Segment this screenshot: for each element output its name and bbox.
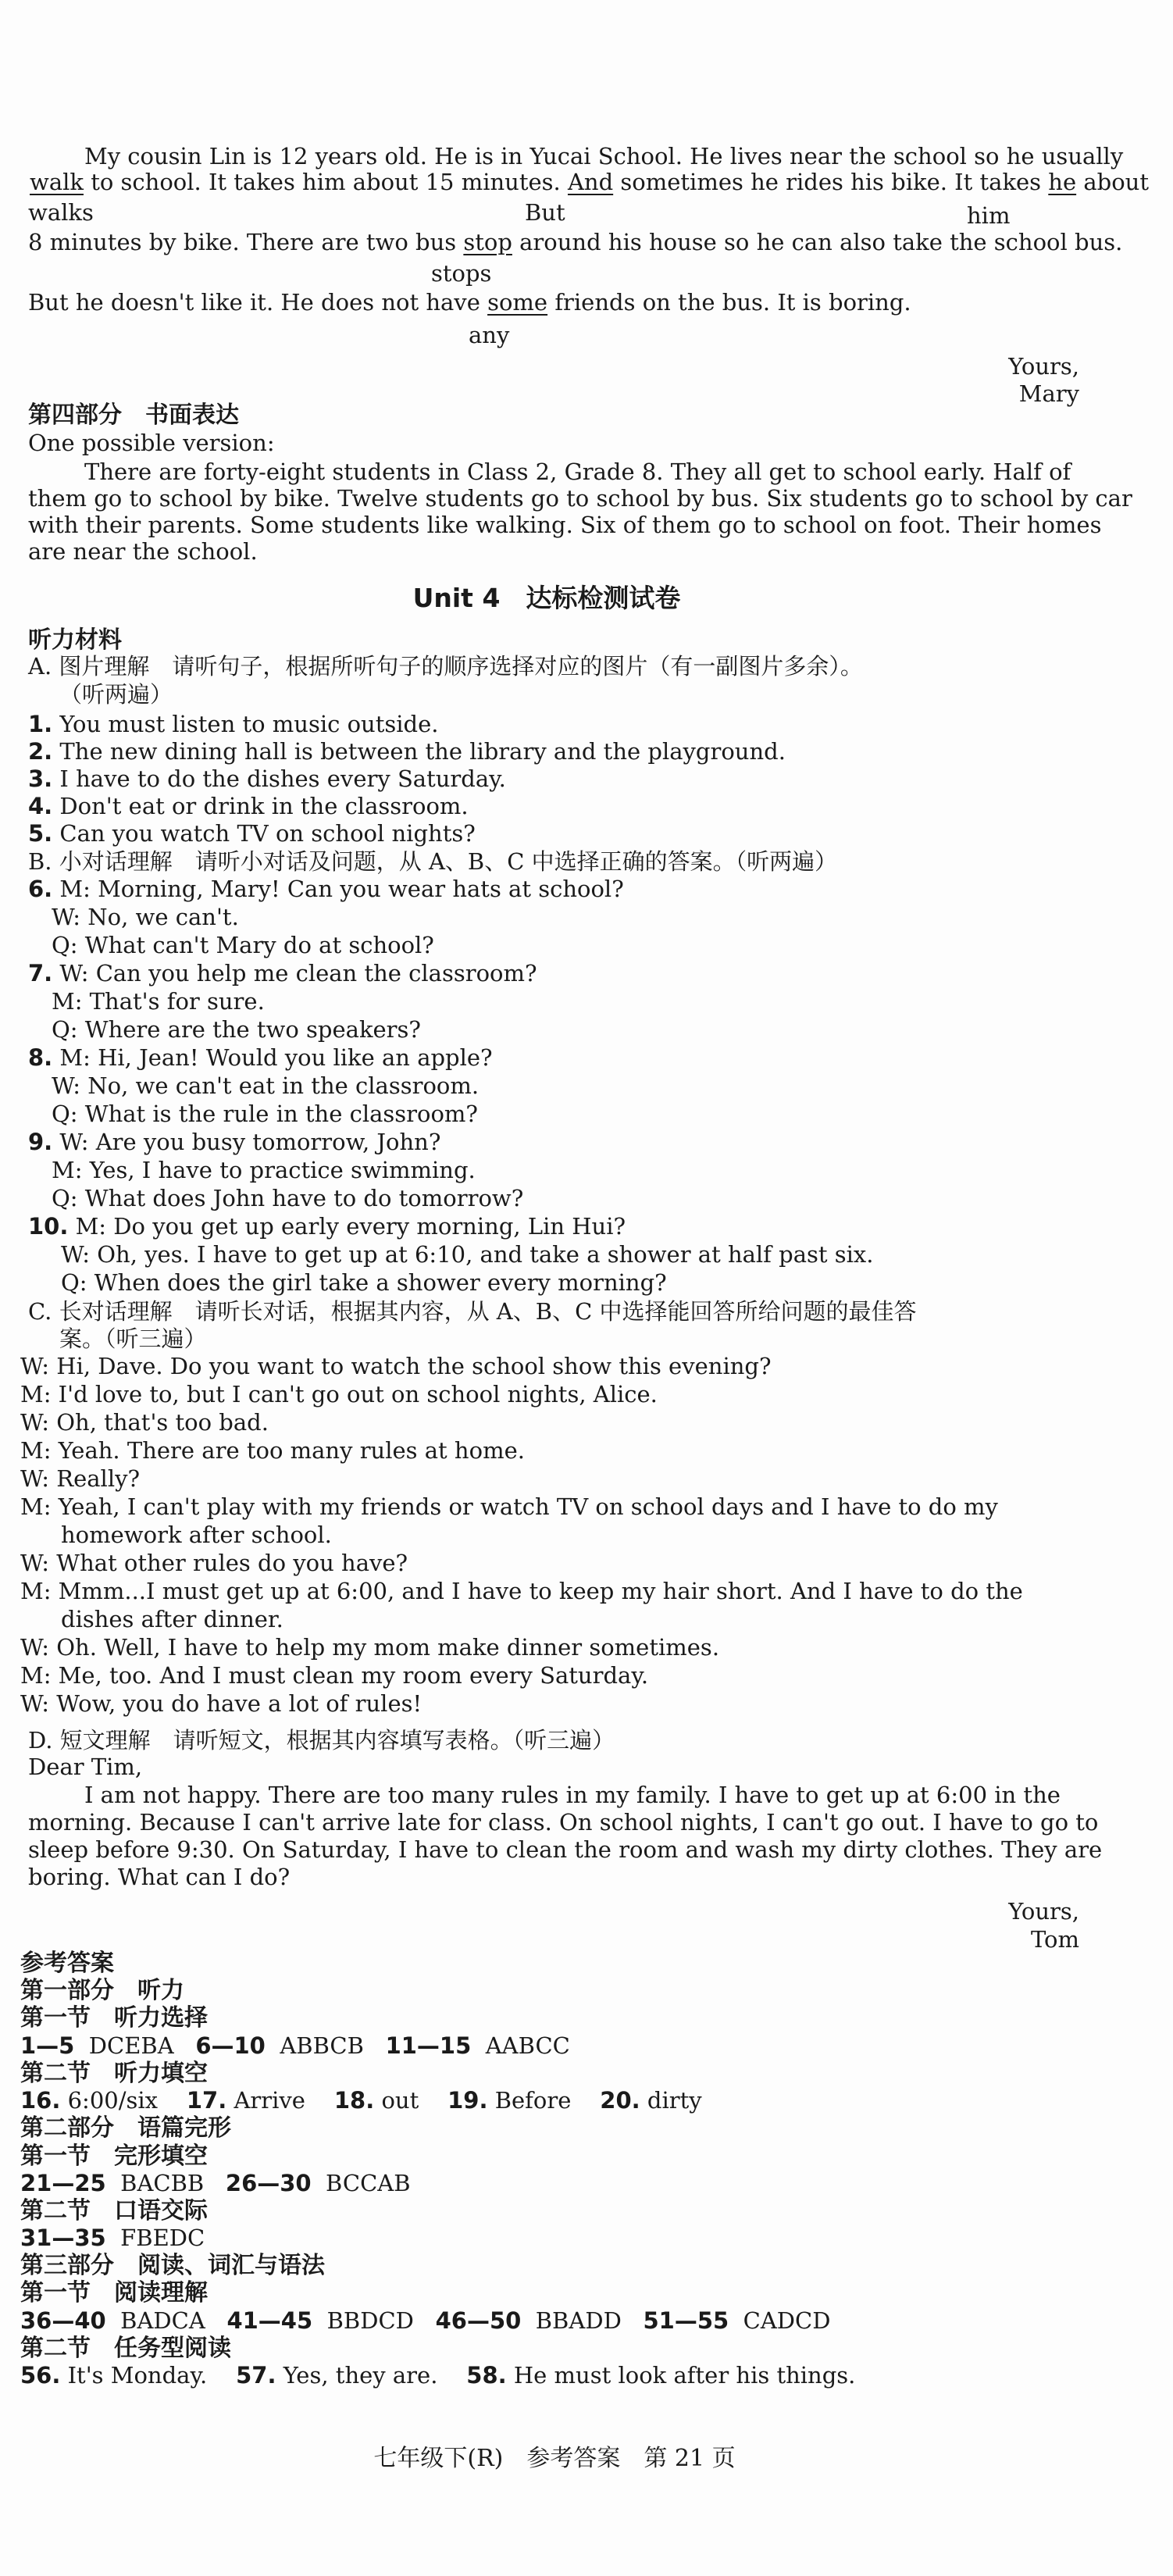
answer-number: 16. (20, 2087, 61, 2114)
item-number: 5. (28, 820, 53, 847)
answer-row (20, 2307, 830, 2335)
answers-part1: 第一部分 听力 (20, 1977, 184, 2004)
passage-line: boring. What can I do? (28, 1864, 291, 1890)
item-number: 7. (28, 960, 53, 987)
answer-keys: BBADD (535, 2307, 622, 2334)
answer-keys: BADCA (120, 2307, 205, 2334)
dialogue-line: M: Do you get up early every morning, Lin Hui? (75, 1213, 626, 1240)
section-heading-part4: 第四部分 书面表达 (28, 401, 239, 429)
listening-C-instruction-cont: 案。（听三遍） (59, 1325, 207, 1352)
answer-range: 51—55 (643, 2307, 729, 2334)
answer-row (20, 2362, 855, 2389)
dialogue-item (28, 960, 537, 987)
letter-greeting: Dear Tim, (28, 1754, 143, 1780)
answer-range: 11—15 (385, 2032, 472, 2059)
answer-number: 58. (466, 2362, 507, 2389)
answer-range: 26—30 (225, 2170, 312, 2196)
answer-keys: DCEBA (88, 2032, 174, 2059)
text-segment: friends on the bus. It is boring. (554, 289, 911, 316)
dialogue-line: homework after school. (61, 1522, 332, 1548)
essay-line: with their parents. Some students like walking. Six of them go to school on foot. Their homes (28, 512, 1102, 538)
passage-line: I am not happy. There are too many rules in my family. I have to get up at 6:00 in the (84, 1782, 1061, 1808)
dialogue-line: W: Oh, that's too bad. (20, 1409, 269, 1436)
answer-row (20, 2032, 570, 2060)
dialogue-line: M: Yeah, I can't play with my friends or watch TV on school days and I have to do my (20, 1493, 998, 1520)
dialogue-line: Q: What is the rule in the classroom? (52, 1101, 478, 1127)
version-label: One possible version: (28, 430, 275, 456)
listening-A-item (28, 711, 439, 738)
answers-part3-sec1: 第一节 阅读理解 (20, 2279, 208, 2307)
dialogue-line: M: I'd love to, but I can't go out on school nights, Alice. (20, 1381, 658, 1408)
dialogue-item (28, 1129, 440, 1156)
item-text: The new dining hall is between the library and the playground. (59, 738, 786, 765)
answer-keys: BBDCD (326, 2307, 414, 2334)
answer-number: 56. (20, 2362, 61, 2389)
text-segment: 8 minutes by bike. There are two bus (28, 229, 457, 255)
dialogue-line: W: Can you help me clean the classroom? (59, 960, 537, 987)
letter-line-3 (28, 229, 1122, 256)
dialogue-line: M: That's for sure. (52, 988, 265, 1015)
answers-part1-sec2: 第二节 听力填空 (20, 2060, 208, 2087)
dialogue-line: W: No, we can't. (52, 904, 239, 930)
item-text: I have to do the dishes every Saturday. (59, 765, 506, 792)
letter-sign-name: Mary (1018, 380, 1079, 407)
dialogue-line: Q: When does the girl take a shower every morning? (61, 1269, 667, 1296)
listening-B-instruction: B. 小对话理解 请听小对话及问题，从 A、B、C 中选择正确的答案。（听两遍） (28, 848, 838, 875)
answer-keys: dirty (647, 2087, 702, 2114)
listening-A-item (28, 765, 506, 793)
item-text: You must listen to music outside. (59, 711, 439, 737)
item-text: Can you watch TV on school nights? (59, 820, 476, 847)
answer-keys: CADCD (743, 2307, 831, 2334)
dialogue-line: W: Wow, you do have a lot of rules! (20, 1690, 422, 1717)
letter-sign-yours: Yours, (1008, 353, 1079, 380)
answer-number: 18. (333, 2087, 375, 2114)
dialogue-line: Q: What can't Mary do at school? (52, 932, 434, 958)
page-footer: 七年级下(R) 参考答案 第 21 页 (373, 2445, 736, 2472)
essay-line: are near the school. (28, 538, 258, 565)
dialogue-line: M: Yeah. There are too many rules at home. (20, 1437, 525, 1464)
answer-number: 17. (186, 2087, 227, 2114)
dialogue-line: W: Really? (20, 1465, 141, 1492)
answer-number: 20. (600, 2087, 640, 2114)
dialogue-line: W: What other rules do you have? (20, 1550, 408, 1576)
letter-sign-name: Tom (1030, 1926, 1079, 1953)
letter-line-4 (28, 289, 911, 316)
item-number: 4. (28, 793, 53, 819)
answers-part3-sec2: 第二节 任务型阅读 (20, 2335, 231, 2362)
error-word: And (567, 169, 614, 195)
answer-keys: BCCAB (326, 2170, 411, 2196)
answer-range: 46—50 (435, 2307, 522, 2334)
answer-keys: 6:00/six (67, 2087, 158, 2114)
answer-range: 41—45 (226, 2307, 313, 2334)
answer-range: 36—40 (20, 2307, 106, 2334)
item-number: 6. (28, 876, 53, 902)
answer-keys: BACBB (120, 2170, 205, 2196)
dialogue-line: M: Mmm...I must get up at 6:00, and I have to keep my hair short. And I have to do the (20, 1578, 1023, 1604)
text-segment: But he doesn't like it. He does not have (28, 289, 480, 316)
answer-keys: Yes, they are. (283, 2362, 438, 2389)
listening-A-instruction-cont: （听两遍） (59, 681, 173, 708)
answer-number: 57. (236, 2362, 276, 2389)
letter-line-1: My cousin Lin is 12 years old. He is in Yucai School. He lives near the school so he usually (84, 143, 1124, 169)
listening-A-item (28, 738, 786, 765)
answers-part2: 第二部分 语篇完形 (20, 2114, 231, 2142)
listening-A-item (28, 820, 476, 847)
dialogue-line: W: Are you busy tomorrow, John? (59, 1129, 441, 1155)
essay-line: them go to school by bike. Twelve students go to school by bus. Six students go to school by car (28, 485, 1132, 512)
answers-part3: 第三部分 阅读、词汇与语法 (20, 2252, 325, 2279)
dialogue-line: M: Hi, Jean! Would you like an apple? (59, 1044, 493, 1071)
answers-part1-sec1: 第一节 听力选择 (20, 2004, 208, 2032)
item-text: Don't eat or drink in the classroom. (59, 793, 469, 819)
dialogue-line: M: Me, too. And I must clean my room every Saturday. (20, 1662, 649, 1689)
listening-A-item (28, 793, 469, 820)
correction-but: But (525, 199, 565, 226)
item-number: 9. (28, 1129, 53, 1155)
listening-D-instruction: D. 短文理解 请听短文，根据其内容填写表格。（听三遍） (28, 1727, 615, 1754)
answer-row (20, 2170, 411, 2197)
answer-keys: Before (494, 2087, 572, 2114)
error-word: some (487, 289, 548, 316)
answer-number: 19. (447, 2087, 488, 2114)
item-number: 2. (28, 738, 53, 765)
answer-keys: It's Monday. (67, 2362, 208, 2389)
answer-keys: Arrive (234, 2087, 305, 2114)
answer-range: 6—10 (195, 2032, 266, 2059)
dialogue-item (28, 876, 624, 903)
answer-range: 1—5 (20, 2032, 75, 2059)
answers-part2-sec2: 第二节 口语交际 (20, 2197, 208, 2225)
section-heading-listening: 听力材料 (28, 626, 122, 654)
item-number: 3. (28, 765, 53, 792)
letter-sign-yours: Yours, (1008, 1898, 1079, 1925)
dialogue-line: W: No, we can't eat in the classroom. (52, 1072, 480, 1099)
text-segment: about (1083, 169, 1149, 195)
dialogue-line: Q: What does John have to do tomorrow? (52, 1185, 524, 1211)
dialogue-item (28, 1213, 626, 1240)
text-segment: around his house so he can also take the school bus. (519, 229, 1123, 255)
answer-keys: FBEDC (120, 2225, 205, 2251)
correction-stops: stops (431, 260, 492, 287)
dialogue-item (28, 1044, 493, 1072)
correction-any: any (469, 322, 510, 348)
answer-keys: AABCC (485, 2032, 570, 2059)
dialogue-line: W: Oh, yes. I have to get up at 6:10, and take a shower at half past six. (61, 1241, 874, 1268)
passage-line: sleep before 9:30. On Saturday, I have to clean the room and wash my dirty clothes. They are (28, 1836, 1103, 1863)
essay-line: There are forty-eight students in Class 2, Grade 8. They all get to school early. Half of (84, 458, 1071, 485)
answer-range: 31—35 (20, 2225, 106, 2251)
answer-row (20, 2087, 702, 2114)
letter-line-2 (30, 169, 1149, 196)
correction-him: him (967, 202, 1011, 229)
answer-keys: ABBCB (280, 2032, 364, 2059)
listening-C-instruction: C. 长对话理解 请听长对话，根据其内容，从 A、B、C 中选择能回答所给问题的最佳答 (28, 1298, 917, 1325)
text-segment: to school. It takes him about 15 minutes. (91, 169, 561, 195)
answer-keys: out (381, 2087, 419, 2114)
dialogue-line: dishes after dinner. (61, 1606, 283, 1632)
answer-range: 21—25 (20, 2170, 106, 2196)
dialogue-line: W: Oh. Well, I have to help my mom make dinner sometimes. (20, 1634, 720, 1661)
dialogue-line: W: Hi, Dave. Do you want to watch the school show this evening? (20, 1353, 772, 1379)
text-segment: sometimes he rides his bike. It takes (620, 169, 1042, 195)
listening-A-instruction: A. 图片理解 请听句子，根据所听句子的顺序选择对应的图片（有一副图片多余）。 (28, 653, 863, 680)
error-word: stop (463, 229, 512, 255)
item-number: 10. (28, 1213, 69, 1240)
answer-keys: He must look after his things. (513, 2362, 856, 2389)
dialogue-line: Q: Where are the two speakers? (52, 1016, 421, 1043)
dialogue-line: M: Yes, I have to practice swimming. (52, 1157, 476, 1183)
answer-row (20, 2225, 205, 2252)
dialogue-line: M: Morning, Mary! Can you wear hats at school? (59, 876, 624, 902)
answers-part2-sec1: 第一节 完形填空 (20, 2143, 208, 2170)
correction-walks: walks (28, 199, 94, 226)
passage-line: morning. Because I can't arrive late for class. On school nights, I can't go out. I have to go to (28, 1809, 1099, 1836)
error-word: he (1048, 169, 1077, 195)
item-number: 1. (28, 711, 53, 737)
section-heading-answers: 参考答案 (20, 1950, 114, 1977)
item-number: 8. (28, 1044, 53, 1071)
error-word: walk (30, 169, 84, 195)
unit-title: Unit 4 达标检测试卷 (412, 583, 681, 613)
